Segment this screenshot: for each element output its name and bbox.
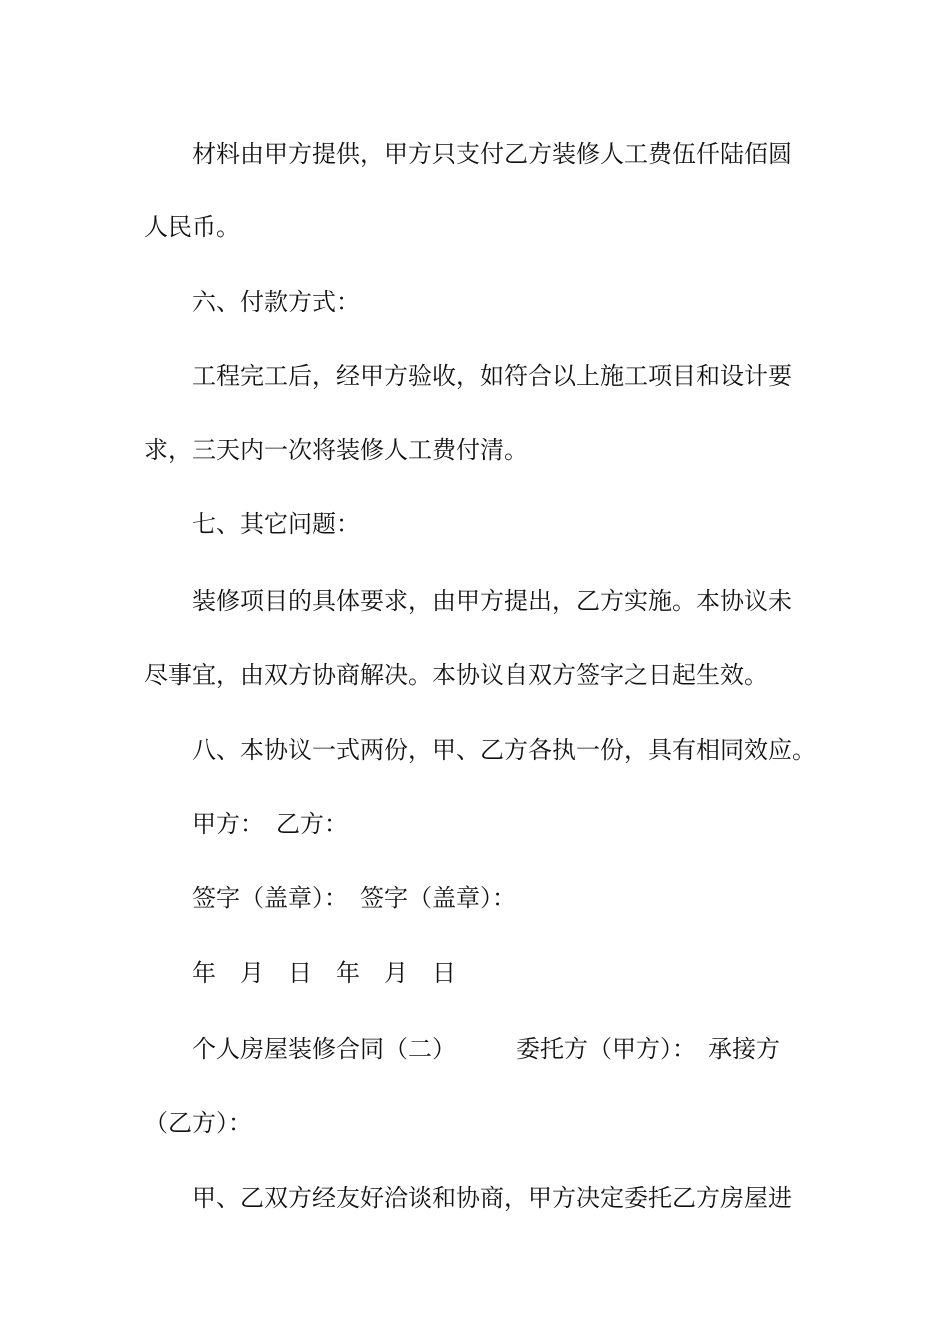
- date-line: 年 月 日 年 月 日: [192, 959, 456, 987]
- section-heading: 七、其它问题：: [192, 510, 360, 538]
- paragraph-line: （乙方）：: [144, 1109, 252, 1137]
- paragraph-line: 八、本协议一式两份，甲、乙方各执一份，具有相同效应。: [192, 736, 816, 764]
- paragraph-line: 材料由甲方提供，甲方只支付乙方装修人工费伍仟陆佰圆: [192, 140, 792, 168]
- paragraph-line: 装修项目的具体要求，由甲方提出，乙方实施。本协议未: [192, 587, 792, 615]
- paragraph-line: 尽事宜，由双方协商解决。本协议自双方签字之日起生效。: [144, 661, 768, 689]
- contract-title-line: 个人房屋装修合同（二） 委托方（甲方）： 承接方: [192, 1035, 780, 1063]
- paragraph-line: 甲、乙双方经友好洽谈和协商，甲方决定委托乙方房屋进: [192, 1184, 792, 1212]
- signature-parties: 甲方： 乙方：: [192, 810, 348, 838]
- signature-line: 签字（盖章）： 签字（盖章）：: [192, 884, 516, 912]
- section-heading: 六、付款方式：: [192, 288, 360, 316]
- paragraph-line: 工程完工后，经甲方验收，如符合以上施工项目和设计要: [192, 362, 792, 390]
- paragraph-line: 人民币。: [144, 213, 240, 241]
- paragraph-line: 求，三天内一次将装修人工费付清。: [144, 436, 528, 464]
